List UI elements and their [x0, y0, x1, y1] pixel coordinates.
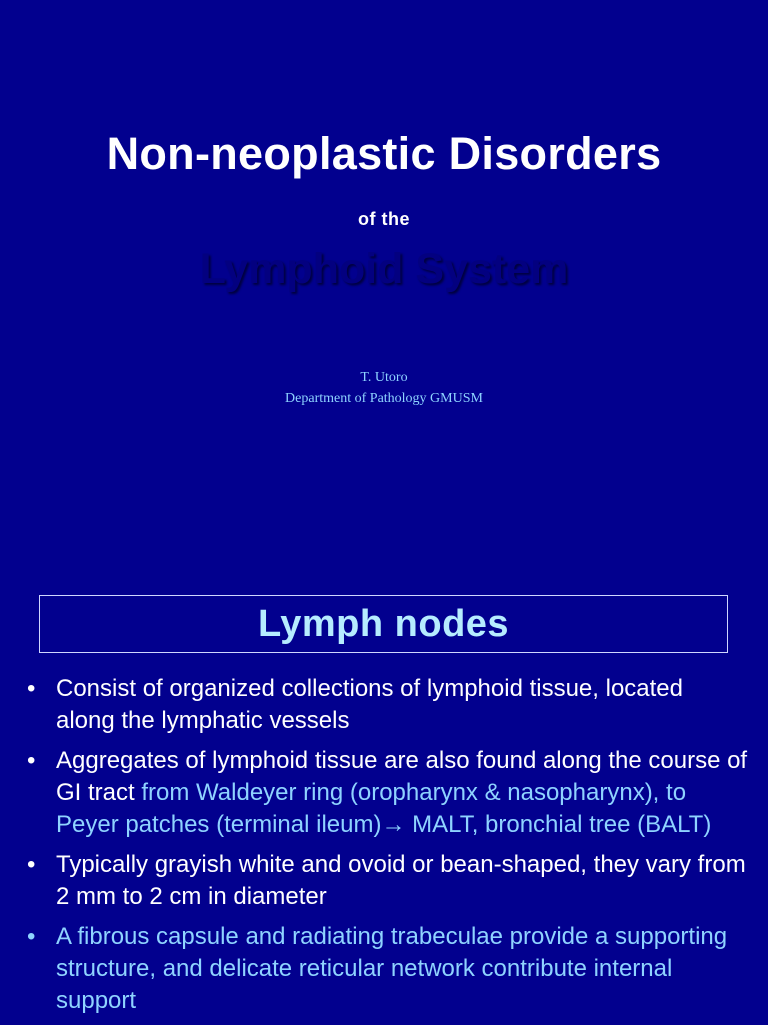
bullet-highlight-text: MALT, bronchial tree (BALT): [405, 811, 712, 838]
bullet-item: [0, 745, 768, 841]
bullet-item: [0, 849, 768, 913]
section-heading-box: [39, 595, 728, 653]
slide-subtitle: Lymphoid System: [199, 245, 569, 293]
bullet-icon: •: [27, 923, 36, 950]
bullet-item: [0, 673, 768, 737]
bullet-icon: •: [27, 675, 36, 702]
arrow-right-icon: →: [381, 811, 406, 838]
bullet-text: Typically grayish white and ovoid or bean-shaped, they vary from 2 mm to 2 cm in diameter: [56, 851, 746, 910]
bullet-icon: •: [27, 851, 36, 878]
bullet-text: A fibrous capsule and radiating trabeculae provide a supporting structure, and delicate reticular network contribute internal support: [56, 923, 728, 1014]
author-department: Department of Pathology GMUSM: [285, 391, 483, 406]
title-connector: of the: [358, 209, 410, 229]
bullet-text: Aggregates of lymphoid tissue are also found along the course of GI tract: [56, 747, 748, 806]
bullet-item: [0, 921, 768, 1017]
bullet-text: Consist of organized collections of lymphoid tissue, located along the lymphatic vessels: [56, 675, 683, 734]
slide-title: Non-neoplastic Disorders: [106, 128, 662, 179]
author-name: T. Utoro: [360, 370, 408, 385]
bullet-list: [0, 673, 768, 1025]
bullet-highlight-text: from Waldeyer ring (oropharynx & nasopharynx), to Peyer patches (terminal ileum): [56, 779, 687, 838]
content-slide: [0, 580, 768, 1024]
bullet-icon: •: [27, 747, 36, 774]
section-heading: Lymph nodes: [257, 603, 510, 645]
